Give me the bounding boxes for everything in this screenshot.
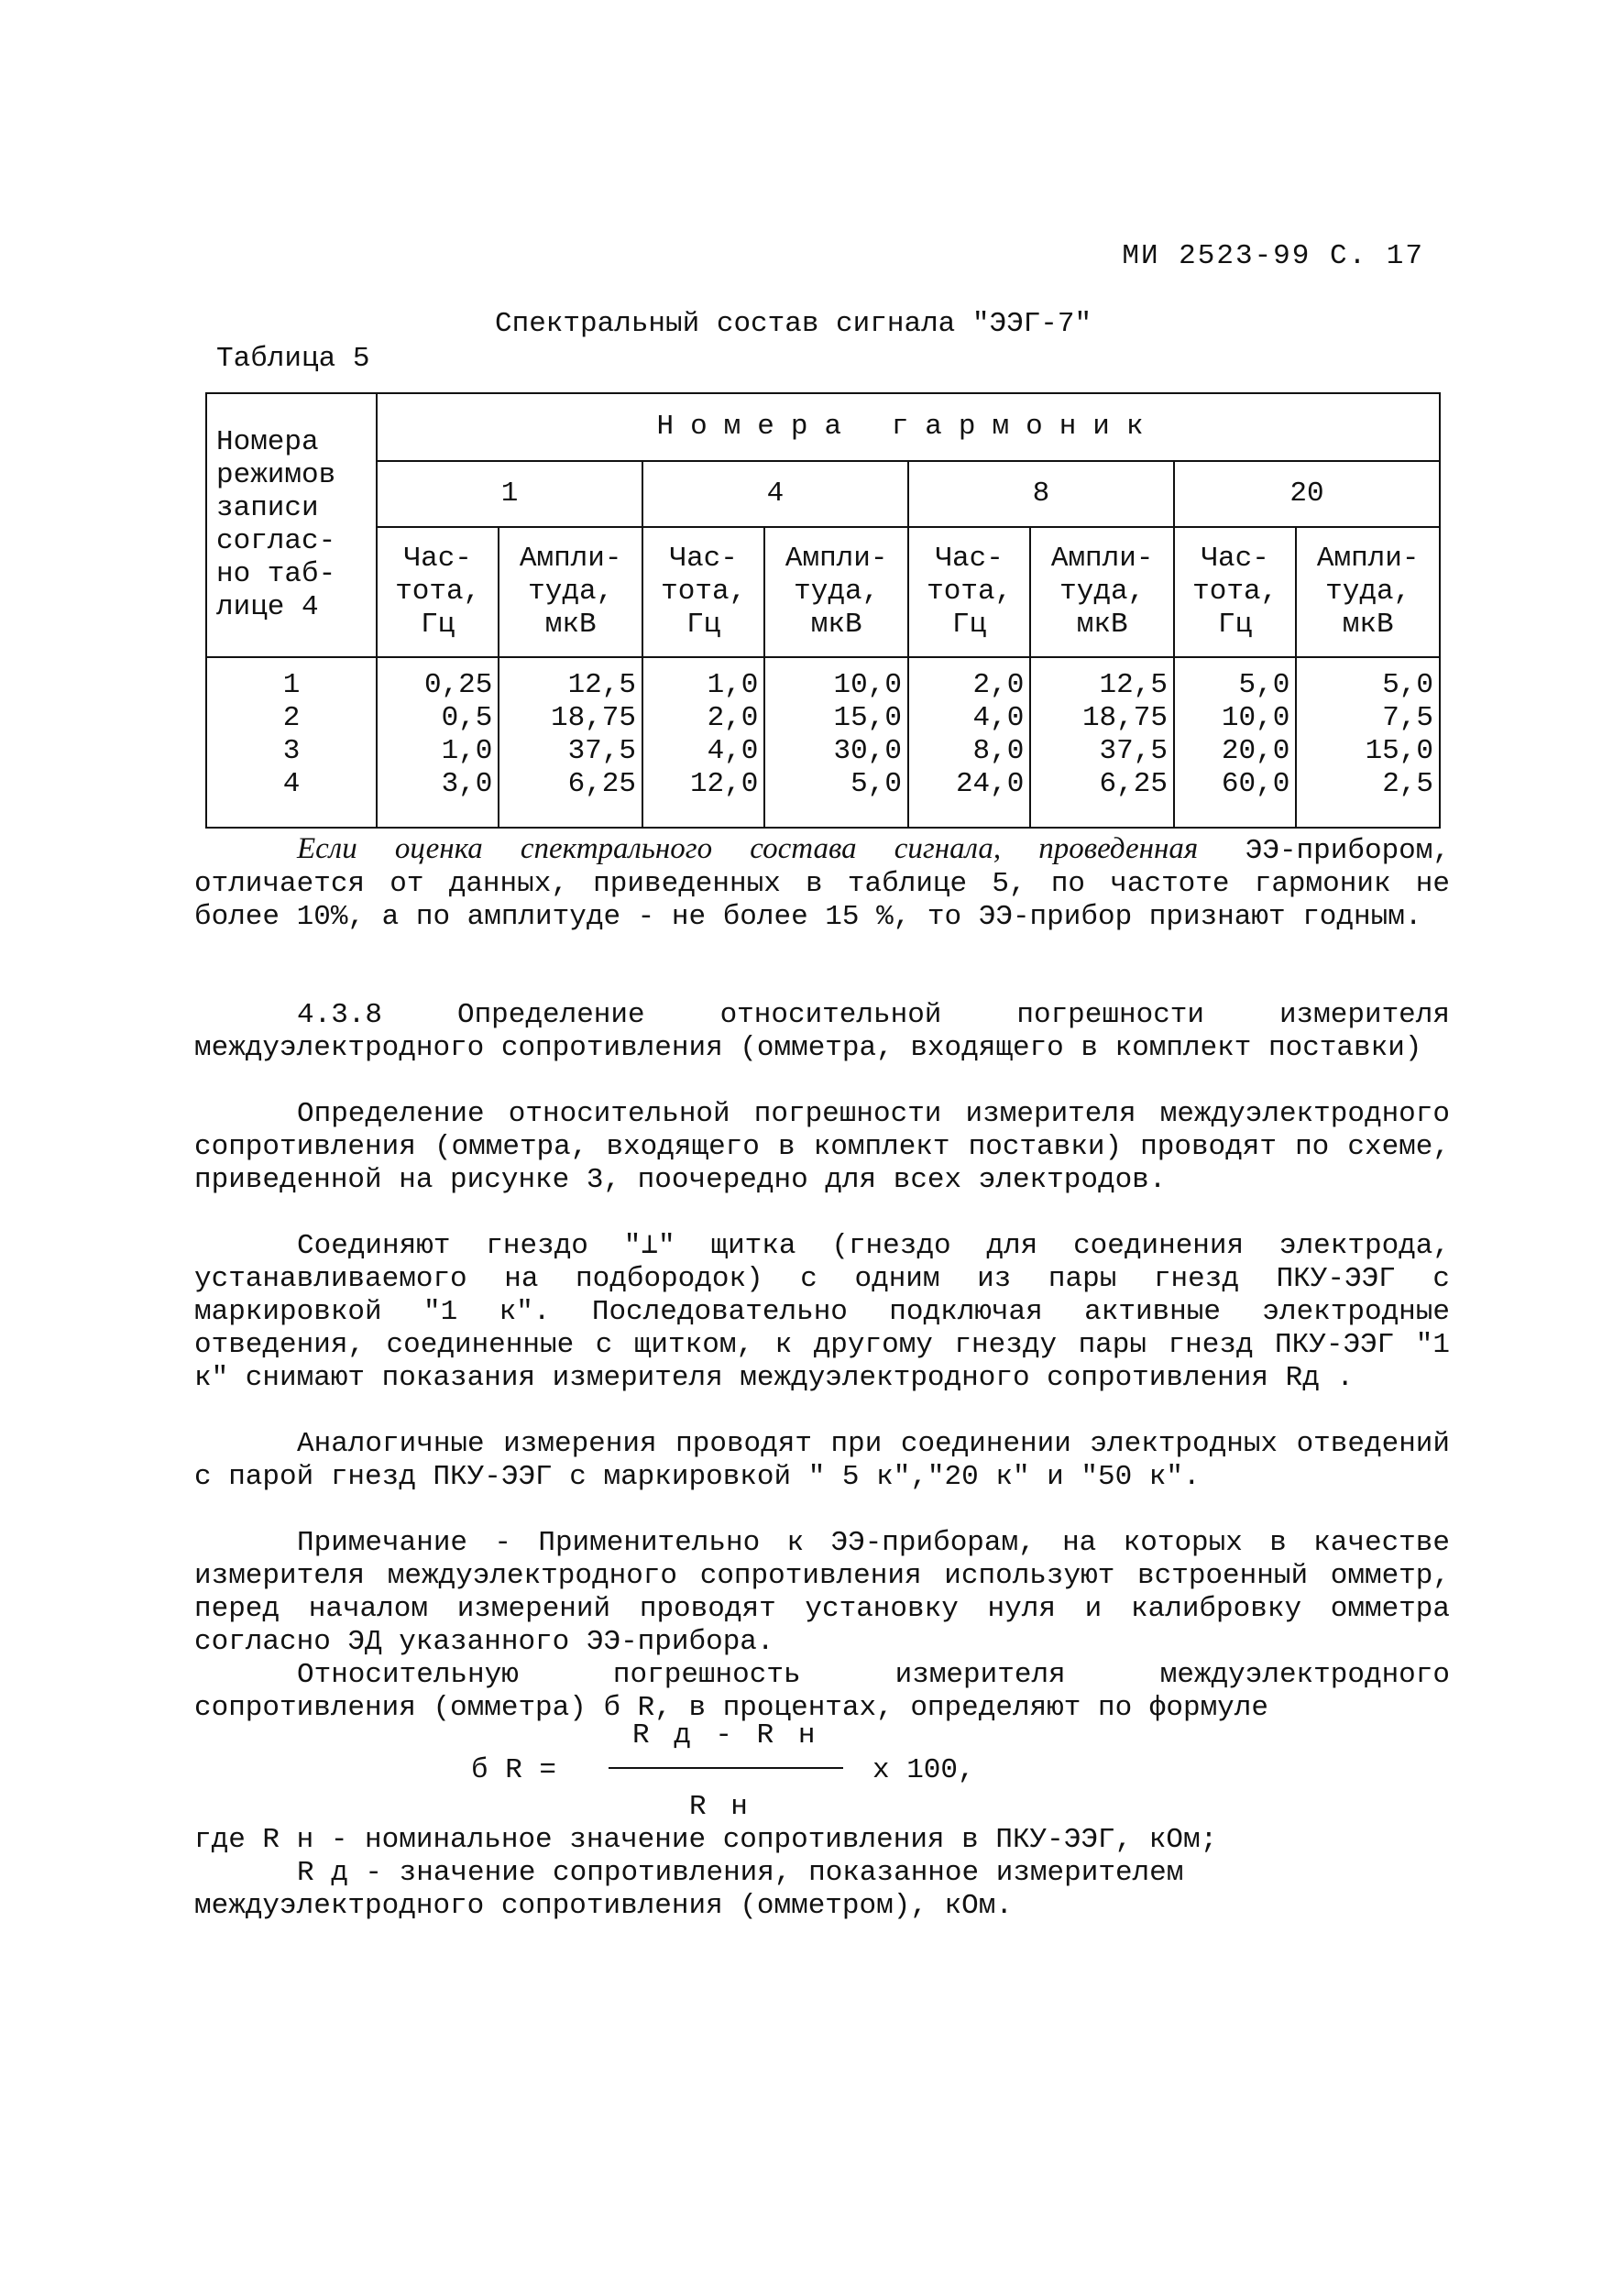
modes-header-line: записи <box>216 492 319 524</box>
modes-header-line: Номера <box>216 426 319 458</box>
spectral-table <box>205 392 1441 829</box>
paragraph-formula-intro: Относительную погрешность измерителя междуэлектродного сопротивления (омметра) б R, в процентах, определяют по формуле <box>194 1659 1450 1724</box>
amp-header: Ампли- туда, мкВ <box>499 527 642 657</box>
table-title: Спектральный состав сигнала "ЭЭГ-7" <box>495 308 1092 340</box>
formula-lhs: б R = <box>471 1754 557 1786</box>
section-heading-4-3-8: 4.3.8 Определение относительной погрешности измерителя междуэлектродного сопротивления (омметра, входящего в комплект поставки) <box>194 999 1450 1064</box>
freq-header: Час- тота, Гц <box>377 527 499 657</box>
formula-numerator: R д - R н <box>632 1719 819 1751</box>
formula-denominator: R н <box>689 1791 752 1823</box>
harmonic-number: 8 <box>908 461 1174 527</box>
table-label: Таблица 5 <box>216 343 370 375</box>
formula-multiplier: x 100, <box>872 1754 975 1786</box>
freq-values-h4: 1,0 2,0 4,0 12,0 <box>642 657 764 828</box>
definition-rd: R д - значение сопротивления, показанное измерителем междуэлектродного сопротивления (омметром), кОм. <box>194 1857 1184 1922</box>
freq-header: Час- тота, Гц <box>642 527 764 657</box>
evaluation-rest: ЭЭ-прибором, отличается от данных, приведенных в таблице 5, по частоте гармоник не более 10%, а по амплитуде - не более 15 %, то ЭЭ-прибор признают годным. <box>194 835 1450 933</box>
amp-values-h20: 5,0 7,5 15,0 2,5 <box>1296 657 1440 828</box>
modes-header-line: лице 4 <box>216 591 319 623</box>
relative-error-formula <box>194 1710 1450 1829</box>
mode-numbers-cell: 1 2 3 4 <box>206 657 377 828</box>
amp-values-h1: 12,5 18,75 37,5 6,25 <box>499 657 642 828</box>
modes-header-line: режимов <box>216 459 336 491</box>
freq-values-h20: 5,0 10,0 20,0 60,0 <box>1174 657 1296 828</box>
modes-header-line: соглас- <box>216 525 336 557</box>
amp-header: Ампли- туда, мкВ <box>1030 527 1174 657</box>
amp-values-h8: 12,5 18,75 37,5 6,25 <box>1030 657 1174 828</box>
amp-values-h4: 10,0 15,0 30,0 5,0 <box>764 657 908 828</box>
note-paragraph: Примечание - Применительно к ЭЭ-приборам, на которых в качестве измерителя междуэлектродного сопротивления используют встроенный омметр, перед началом измерений проводят установку нуля и калибровку омметра согласно ЭД указанного ЭЭ-прибора. <box>194 1527 1450 1658</box>
freq-values-h8: 2,0 4,0 8,0 24,0 <box>908 657 1030 828</box>
fraction-bar <box>609 1767 843 1769</box>
harmonics-main-header: Номера гармоник <box>377 393 1440 461</box>
harmonic-number: 1 <box>377 461 642 527</box>
modes-header-line: но таб- <box>216 558 336 590</box>
freq-values-h1: 0,25 0,5 1,0 3,0 <box>377 657 499 828</box>
modes-header-cell <box>206 393 377 657</box>
paragraph-procedure: Определение относительной погрешности измерителя междуэлектродного сопротивления (омметра, входящего в комплект поставки) проводят по схеме, приведенной на рисунке 3, поочередно для всех электродов. <box>194 1098 1450 1196</box>
amp-header: Ампли- туда, мкВ <box>1296 527 1440 657</box>
harmonic-number: 4 <box>642 461 908 527</box>
paragraph-similar-measurements: Аналогичные измерения проводят при соединении электродных отведений с парой гнезд ПКУ-ЭЭГ с маркировкой " 5 к","20 к" и "50 к". <box>194 1428 1450 1493</box>
harmonic-number: 20 <box>1174 461 1440 527</box>
paragraph-connection: Соединяют гнездо "⊥" щитка (гнездо для соединения электрода, устанавливаемого на подбородок) с одним из пары гнезд ПКУ-ЭЭГ с маркировкой "1 к". Последовательно подключая активные электродные отведения, соединенные с щитком, к другому гнезду пары гнезд ПКУ-ЭЭГ "1 к" снимают показания измерителя междуэлектродного сопротивления Rд . <box>194 1230 1450 1394</box>
freq-header: Час- тота, Гц <box>908 527 1030 657</box>
amp-header: Ампли- туда, мкВ <box>764 527 908 657</box>
evaluation-paragraph <box>194 832 1450 934</box>
definition-rn: где R н - номинальное значение сопротивления в ПКУ-ЭЭГ, кОм; <box>194 1824 1218 1856</box>
evaluation-lead: Если оценка спектрального состава сигнала, проведенная <box>297 832 1199 865</box>
freq-header: Час- тота, Гц <box>1174 527 1296 657</box>
table-values-row <box>206 657 1440 828</box>
page-header: МИ 2523-99 С. 17 <box>1122 240 1424 272</box>
